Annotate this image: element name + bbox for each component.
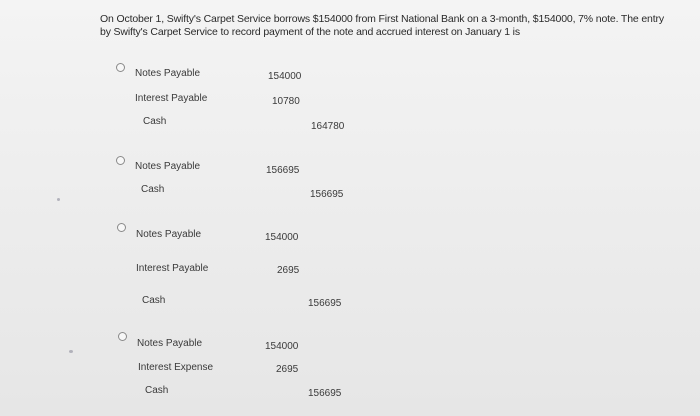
account-name: Notes Payable xyxy=(136,229,202,240)
account-name: Cash xyxy=(142,295,166,306)
account-name: Cash xyxy=(141,184,165,195)
debit-amount: 154000 xyxy=(265,232,299,243)
credit-amount: 164780 xyxy=(311,121,345,132)
radio-button-option-3[interactable] xyxy=(117,223,126,232)
account-name: Notes Payable xyxy=(135,68,201,79)
radio-button-option-4[interactable] xyxy=(118,332,127,341)
credit-amount: 156695 xyxy=(310,189,344,200)
radio-button-option-1[interactable] xyxy=(116,63,125,72)
account-name: Cash xyxy=(143,116,167,127)
credit-amount: 156695 xyxy=(308,298,342,309)
account-name: Notes Payable xyxy=(137,338,203,349)
dust-speck xyxy=(57,198,60,201)
debit-amount: 154000 xyxy=(265,341,299,352)
question-text: On October 1, Swifty's Carpet Service borrows $154000 from First National Bank on a 3-month, $154000, 7% note. The entry by Swifty's Carpet Service to record payment of the note and accrued interest on January 1 is xyxy=(100,13,664,38)
account-name: Interest Expense xyxy=(138,362,214,373)
dust-speck xyxy=(69,350,73,353)
debit-amount: 10780 xyxy=(272,96,300,107)
account-name: Interest Payable xyxy=(136,263,209,274)
radio-button-option-2[interactable] xyxy=(116,156,125,165)
account-name: Interest Payable xyxy=(135,93,208,104)
account-name: Cash xyxy=(145,385,169,396)
debit-amount: 2695 xyxy=(276,364,299,375)
account-name: Notes Payable xyxy=(135,161,201,172)
credit-amount: 156695 xyxy=(308,388,342,399)
debit-amount: 156695 xyxy=(266,165,300,176)
debit-amount: 2695 xyxy=(277,265,300,276)
debit-amount: 154000 xyxy=(268,71,302,82)
